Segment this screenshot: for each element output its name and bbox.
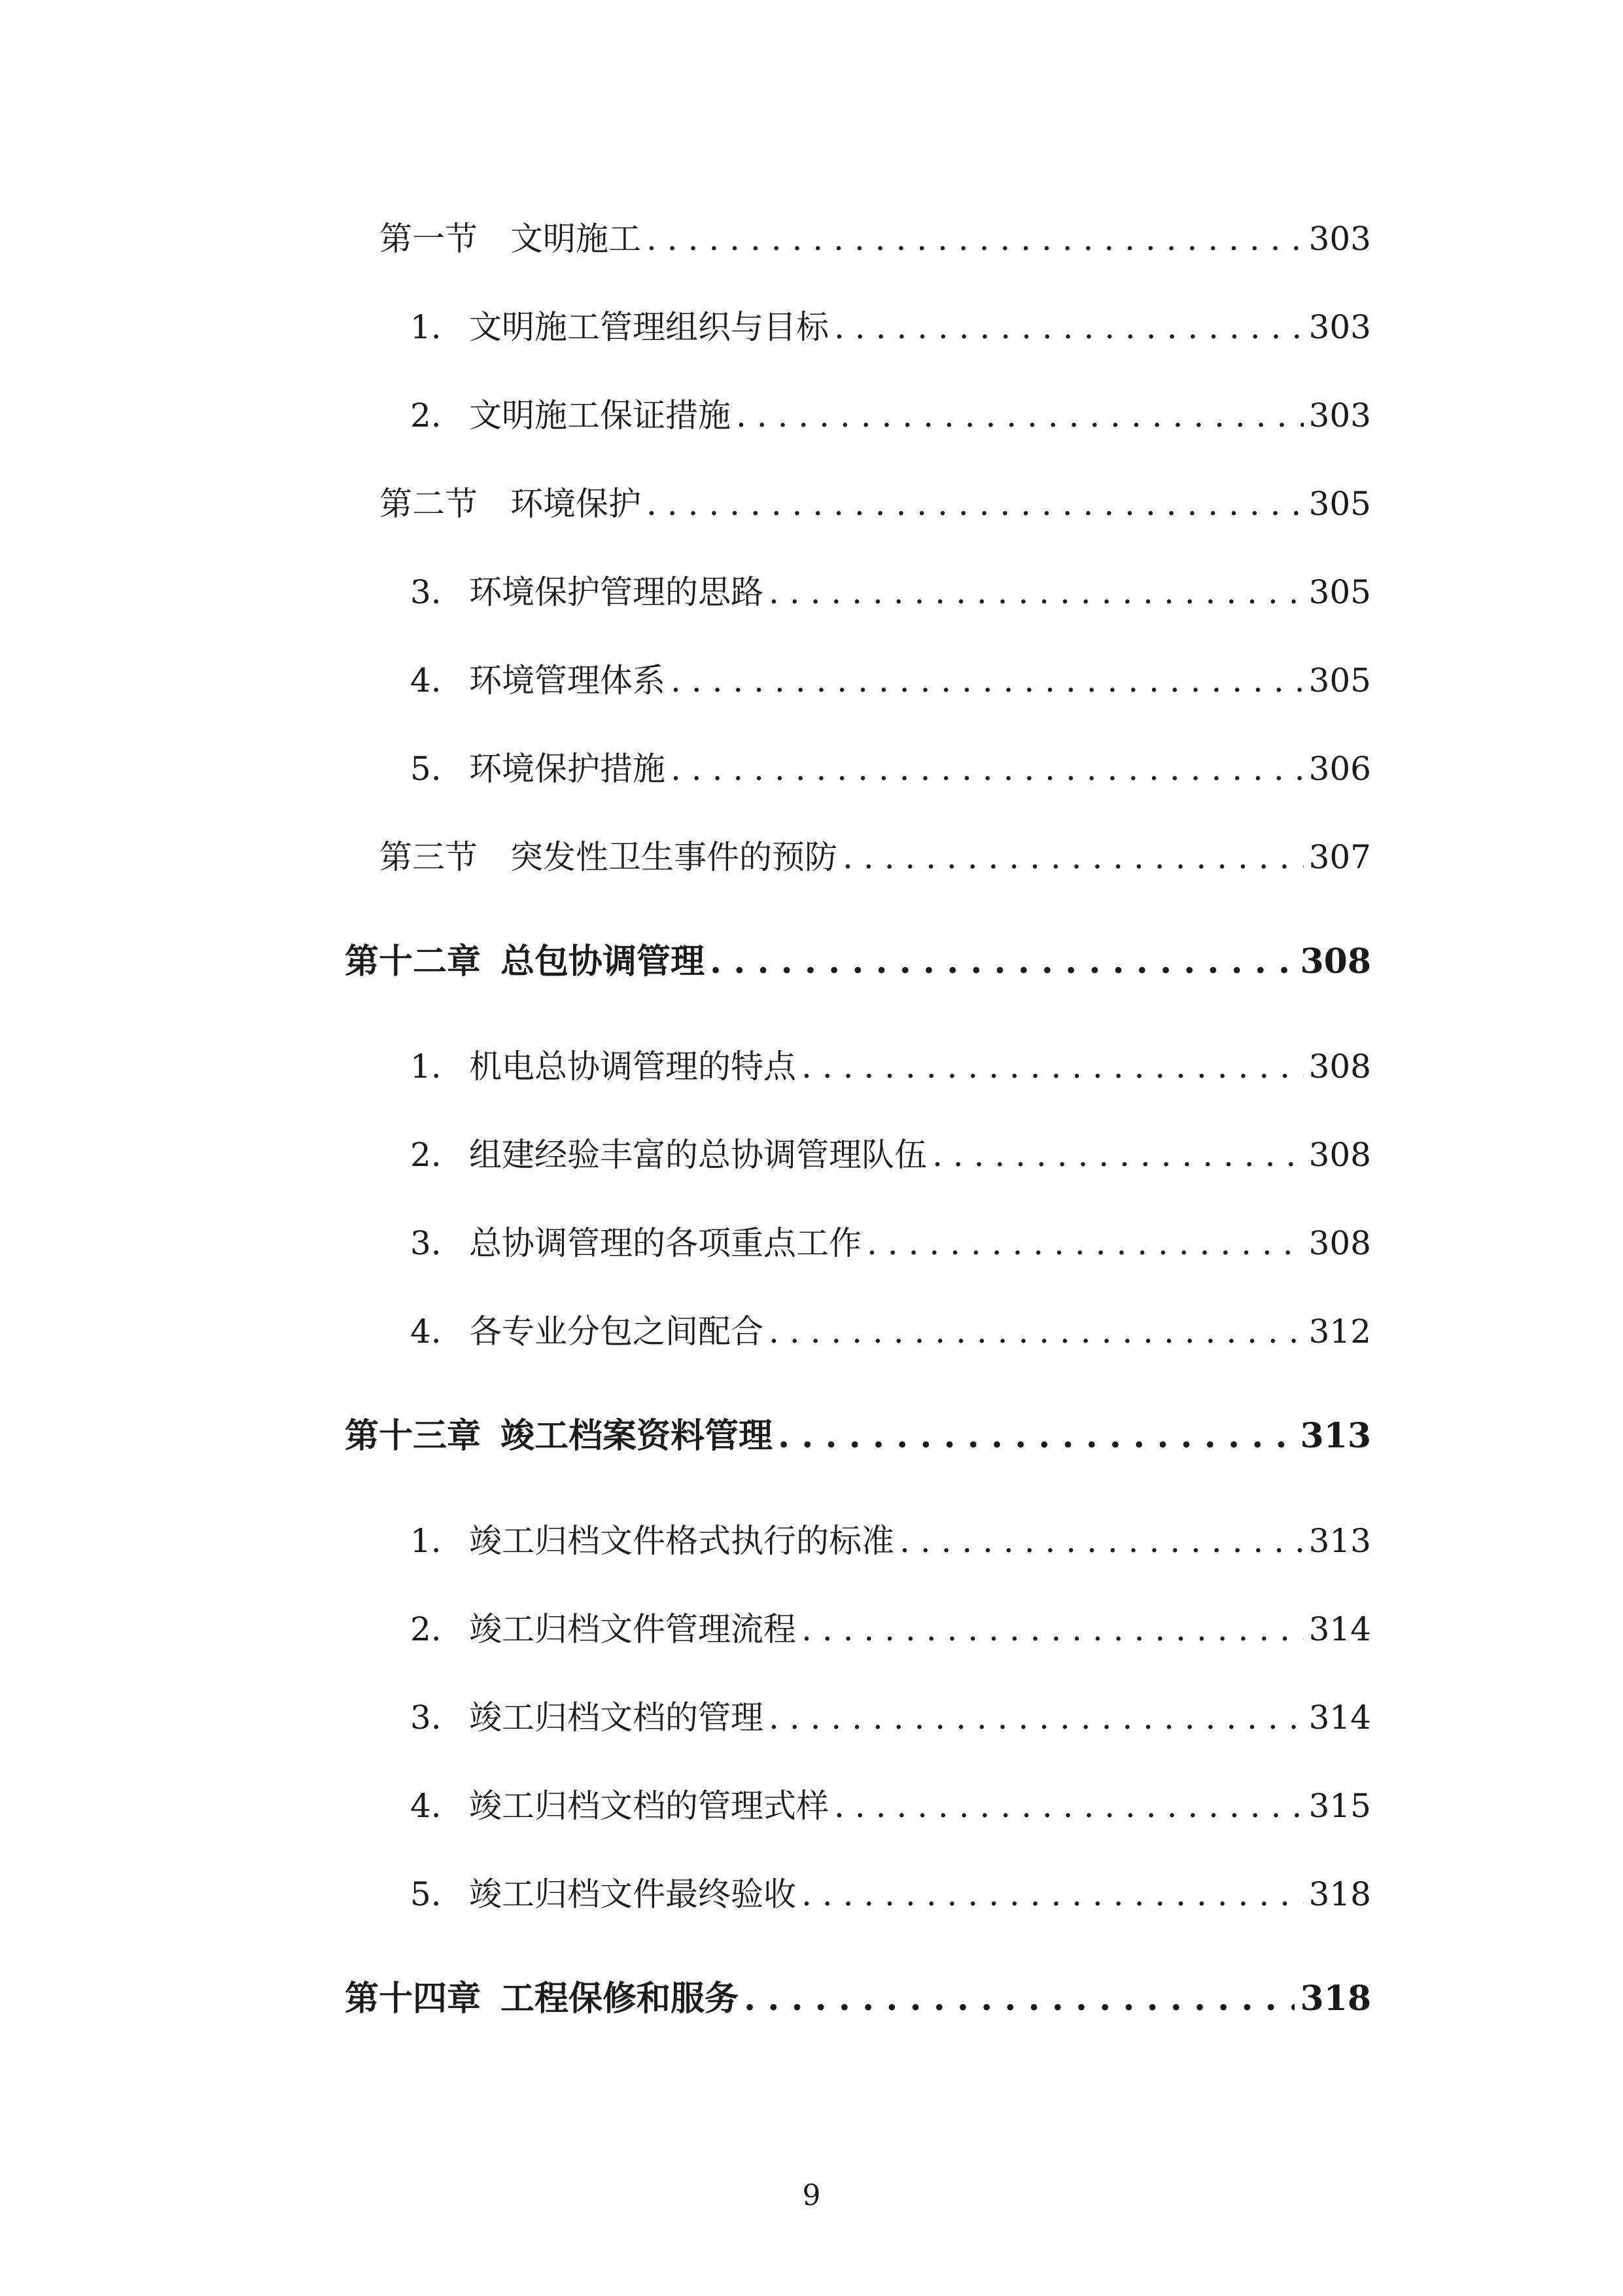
toc-dot-leader <box>671 654 1304 707</box>
toc-item-number: 1. <box>410 1522 442 1560</box>
toc-entry[interactable] <box>410 1217 1371 1269</box>
toc-item-number: 2. <box>410 397 442 434</box>
toc-page-number: 303 <box>1308 308 1371 346</box>
toc-dot-leader <box>899 1515 1304 1567</box>
toc-entry[interactable] <box>410 1691 1371 1744</box>
toc-page-number: 308 <box>1300 942 1371 981</box>
toc-dot-leader <box>769 1305 1304 1358</box>
toc-dot-leader <box>671 743 1304 795</box>
toc-page-number: 308 <box>1308 1048 1371 1086</box>
toc-entry-title: 竣工归档文件格式执行的标准 <box>469 1522 894 1560</box>
toc-entry[interactable] <box>345 1410 1371 1462</box>
toc-entry-title: 环境管理体系 <box>469 662 665 699</box>
toc-chapter-prefix: 第十三章 <box>345 1416 481 1456</box>
toc-page-number: 305 <box>1308 485 1371 523</box>
toc-entry[interactable] <box>379 478 1371 530</box>
toc-entry[interactable] <box>410 743 1371 795</box>
toc-entry-title: 环境保护 <box>510 485 641 523</box>
toc-item-number: 3. <box>410 1224 442 1262</box>
toc-item-number: 1. <box>410 1048 442 1086</box>
toc-entry-title: 竣工档案资料管理 <box>500 1416 773 1456</box>
toc-dot-leader <box>778 1410 1295 1462</box>
toc-page-number: 318 <box>1300 1979 1371 2019</box>
toc-entry[interactable] <box>410 1305 1371 1358</box>
toc-entry[interactable] <box>345 1973 1371 2025</box>
toc-section-prefix: 第三节 <box>379 838 478 876</box>
toc-entry[interactable] <box>410 1040 1371 1093</box>
toc-item-number: 3. <box>410 573 442 611</box>
toc-entry-title: 组建经验丰富的总协调管理队伍 <box>469 1136 927 1174</box>
toc-entry[interactable] <box>345 936 1371 988</box>
toc-item-number: 4. <box>410 1313 442 1351</box>
toc-page-number: 306 <box>1308 750 1371 788</box>
toc-entry-title: 文明施工 <box>510 220 641 258</box>
toc-dot-leader <box>646 478 1304 530</box>
toc-entry-title: 环境保护管理的思路 <box>469 573 763 611</box>
toc-entry-title: 环境保护措施 <box>469 750 665 788</box>
toc-dot-leader <box>867 1217 1304 1269</box>
toc-chapter-prefix: 第十二章 <box>345 942 481 981</box>
toc-entry-title: 竣工归档文档的管理式样 <box>469 1787 829 1825</box>
toc-dot-leader <box>801 1040 1304 1093</box>
toc-entry-title: 文明施工管理组织与目标 <box>469 308 829 346</box>
page-footer-number: 9 <box>802 2179 821 2212</box>
toc-dot-leader <box>769 566 1304 618</box>
toc-entry[interactable] <box>379 213 1371 265</box>
toc-page-number: 314 <box>1308 1610 1371 1648</box>
toc-dot-leader <box>843 831 1304 883</box>
toc-item-number: 2. <box>410 1136 442 1174</box>
toc-page-number: 318 <box>1308 1875 1371 1913</box>
toc-page-number: 313 <box>1308 1522 1371 1560</box>
toc-page-number: 315 <box>1308 1787 1371 1825</box>
toc-item-number: 4. <box>410 662 442 699</box>
toc-page-number: 308 <box>1308 1224 1371 1262</box>
toc-dot-leader <box>736 389 1304 442</box>
toc-item-number: 2. <box>410 1610 442 1648</box>
toc-chapter-prefix: 第十四章 <box>345 1979 481 2019</box>
toc-dot-leader <box>801 1603 1304 1655</box>
toc-entry-title: 竣工归档文件管理流程 <box>469 1610 796 1648</box>
toc-page-number: 313 <box>1300 1416 1371 1456</box>
toc-dot-leader <box>646 213 1304 265</box>
toc-page-number: 308 <box>1308 1136 1371 1174</box>
toc-entry[interactable] <box>410 301 1371 353</box>
toc-page-number: 303 <box>1308 220 1371 258</box>
toc-page-number: 305 <box>1308 662 1371 699</box>
toc-page-number: 312 <box>1308 1313 1371 1351</box>
toc-page-number: 305 <box>1308 573 1371 611</box>
toc-dot-leader <box>801 1868 1304 1920</box>
toc-dot-leader <box>710 936 1295 988</box>
toc-entry[interactable] <box>410 1780 1371 1832</box>
toc-entry[interactable] <box>410 389 1371 442</box>
toc-item-number: 4. <box>410 1787 442 1825</box>
toc-entry-title: 总包协调管理 <box>500 942 705 981</box>
toc-item-number: 5. <box>410 750 442 788</box>
toc-entry[interactable] <box>410 654 1371 707</box>
toc-entry-title: 文明施工保证措施 <box>469 397 731 434</box>
toc-entry-title: 竣工归档文件最终验收 <box>469 1875 796 1913</box>
toc-entry-title: 总协调管理的各项重点工作 <box>469 1224 862 1262</box>
toc-entry[interactable] <box>410 1515 1371 1567</box>
toc-entry[interactable] <box>410 566 1371 618</box>
toc-page-number: 303 <box>1308 397 1371 434</box>
toc-dot-leader <box>932 1129 1304 1181</box>
toc-entry-title: 工程保修和服务 <box>500 1979 739 2019</box>
toc-item-number: 3. <box>410 1699 442 1737</box>
toc-entry[interactable] <box>410 1129 1371 1181</box>
toc-page-number: 307 <box>1308 838 1371 876</box>
toc-entry-title: 各专业分包之间配合 <box>469 1313 763 1351</box>
toc-entry[interactable] <box>379 831 1371 883</box>
toc-dot-leader <box>744 1973 1295 2025</box>
toc-entry-title: 竣工归档文档的管理 <box>469 1699 763 1737</box>
toc-entry[interactable] <box>410 1603 1371 1655</box>
toc-entry-title: 机电总协调管理的特点 <box>469 1048 796 1086</box>
toc-section-prefix: 第一节 <box>379 220 478 258</box>
toc-dot-leader <box>769 1691 1304 1744</box>
toc-dot-leader <box>834 1780 1304 1832</box>
toc-entry[interactable] <box>410 1868 1371 1920</box>
toc-item-number: 1. <box>410 308 442 346</box>
toc-entry-title: 突发性卫生事件的预防 <box>510 838 837 876</box>
toc-dot-leader <box>834 301 1304 353</box>
toc-page-number: 314 <box>1308 1699 1371 1737</box>
toc-item-number: 5. <box>410 1875 442 1913</box>
toc-section-prefix: 第二节 <box>379 485 478 523</box>
